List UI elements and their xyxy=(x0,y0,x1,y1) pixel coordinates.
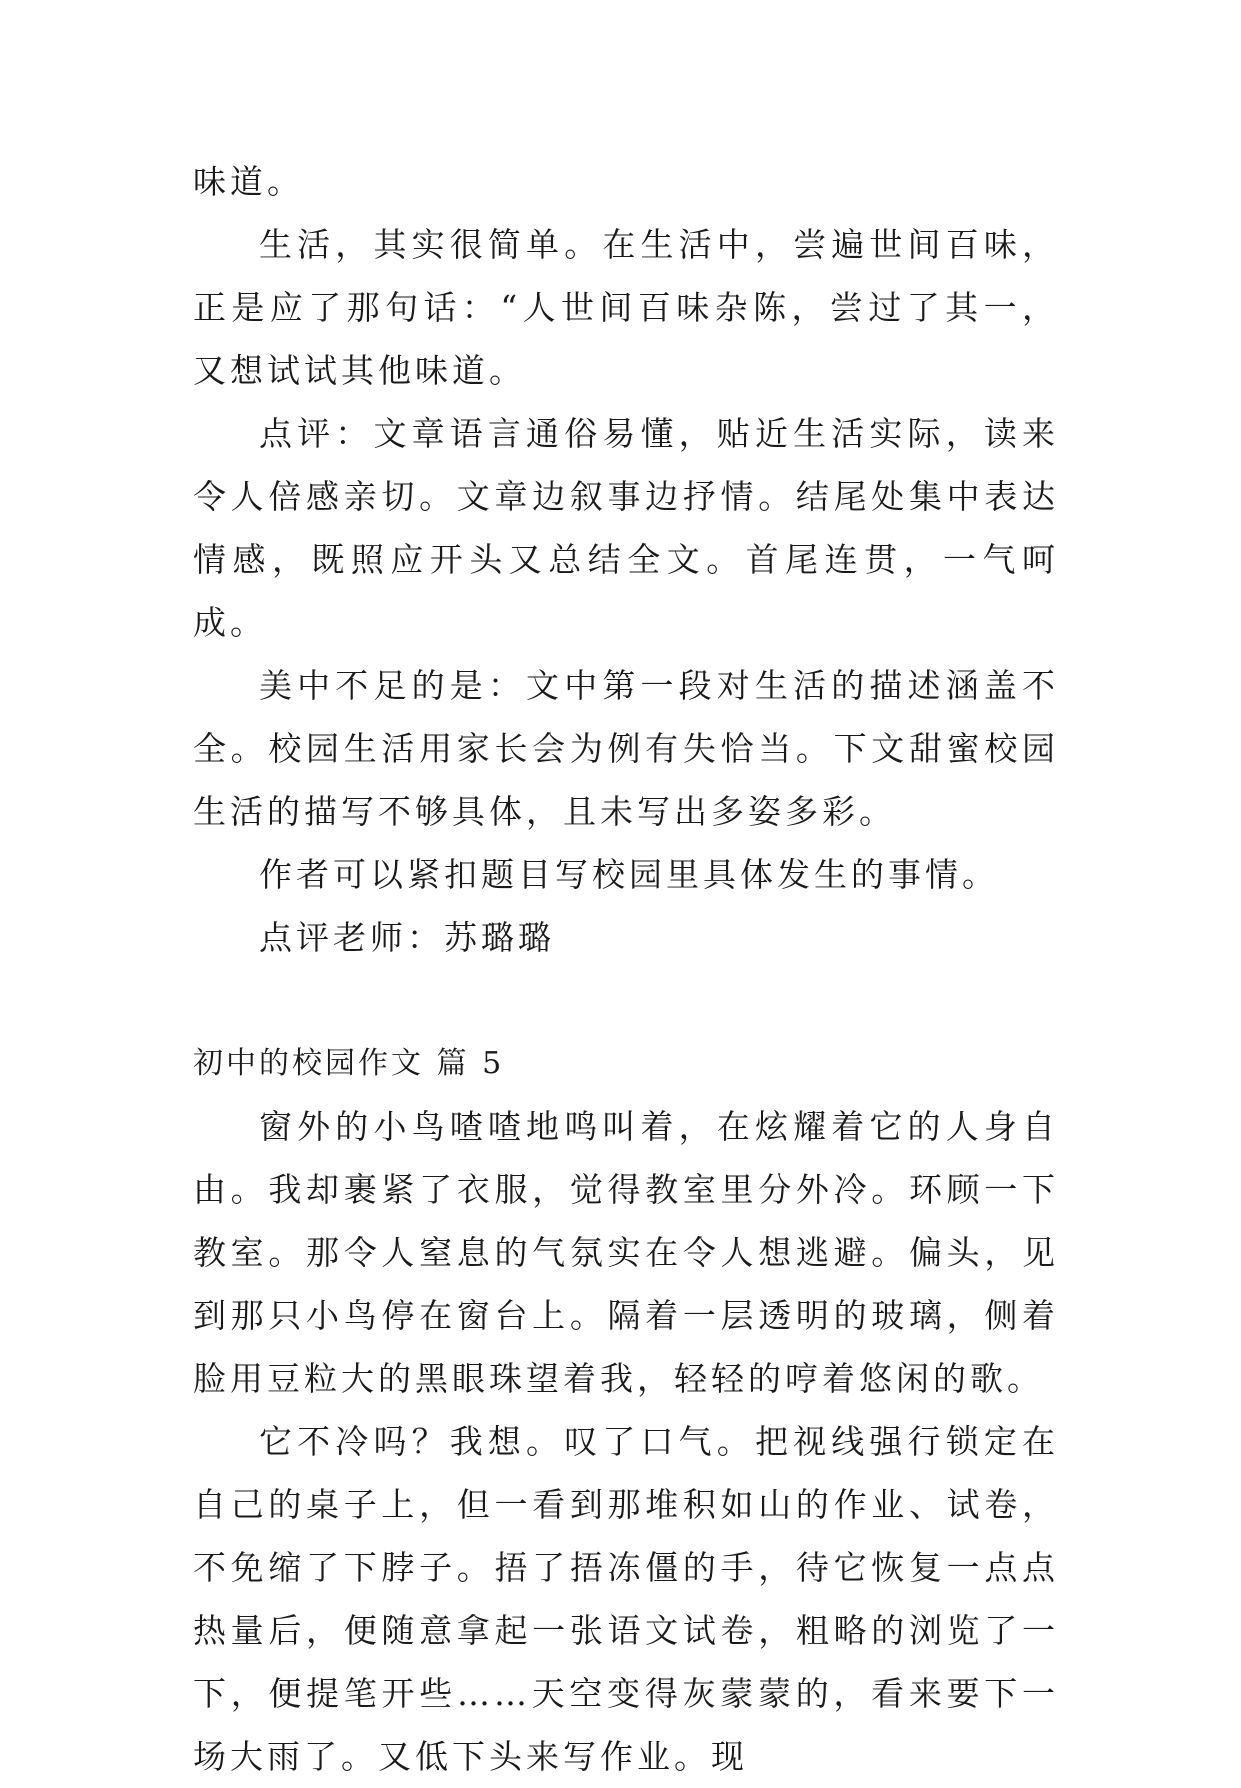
paragraph-continuation: 味道。 xyxy=(193,162,304,201)
paragraph-suggestion: 作者可以紧扣题目写校园里具体发生的事情。 xyxy=(259,855,999,894)
paragraph-life-summary: 生活，其实很简单。在生活中，尝遍世间百味，正是应了那句话：“人世间百味杂陈，尝过了其一，又想试试其他味道。 xyxy=(193,225,1059,390)
paragraph-window-bird: 窗外的小鸟喳喳地鸣叫着，在炫耀着它的人身自由。我却裹紧了衣服，觉得教室里分外冷。环顾一下教室。那令人窒息的气氛实在令人想逃避。偏头，见到那只小鸟停在窗台上。隔着一层透明的玻璃，侧着脸用豆粒大的黑眼珠望着我，轻轻的哼着悠闲的歌。 xyxy=(193,1107,1059,1398)
paragraph-homework: 它不冷吗？我想。叹了口气。把视线强行锁定在自己的桌子上，但一看到那堆积如山的作业、试卷，不免缩了下脖子。捂了捂冻僵的手，待它恢复一点点热量后，便随意拿起一张语文试卷，粗略的浏览了一下，便提笔开些……天空变得灰蒙蒙的，看来要下一场大雨了。又低下头来写作业。现 xyxy=(193,1422,1059,1776)
section-gap xyxy=(193,969,1059,1032)
paragraph-shortcomings: 美中不足的是：文中第一段对生活的描述涵盖不全。校园生活用家长会为例有失恰当。下文甜蜜校园生活的描写不够具体，且未写出多姿多彩。 xyxy=(193,666,1059,831)
paragraph-review: 点评：文章语言通俗易懂，贴近生活实际，读来令人倍感亲切。文章边叙事边抒情。结尾处集中表达情感，既照应开头又总结全文。首尾连贯，一气呵成。 xyxy=(193,414,1059,642)
document-page xyxy=(193,150,1059,1788)
section-heading: 初中的校园作文 篇 5 xyxy=(193,1046,505,1081)
paragraph-reviewer: 点评老师：苏璐璐 xyxy=(259,918,555,957)
